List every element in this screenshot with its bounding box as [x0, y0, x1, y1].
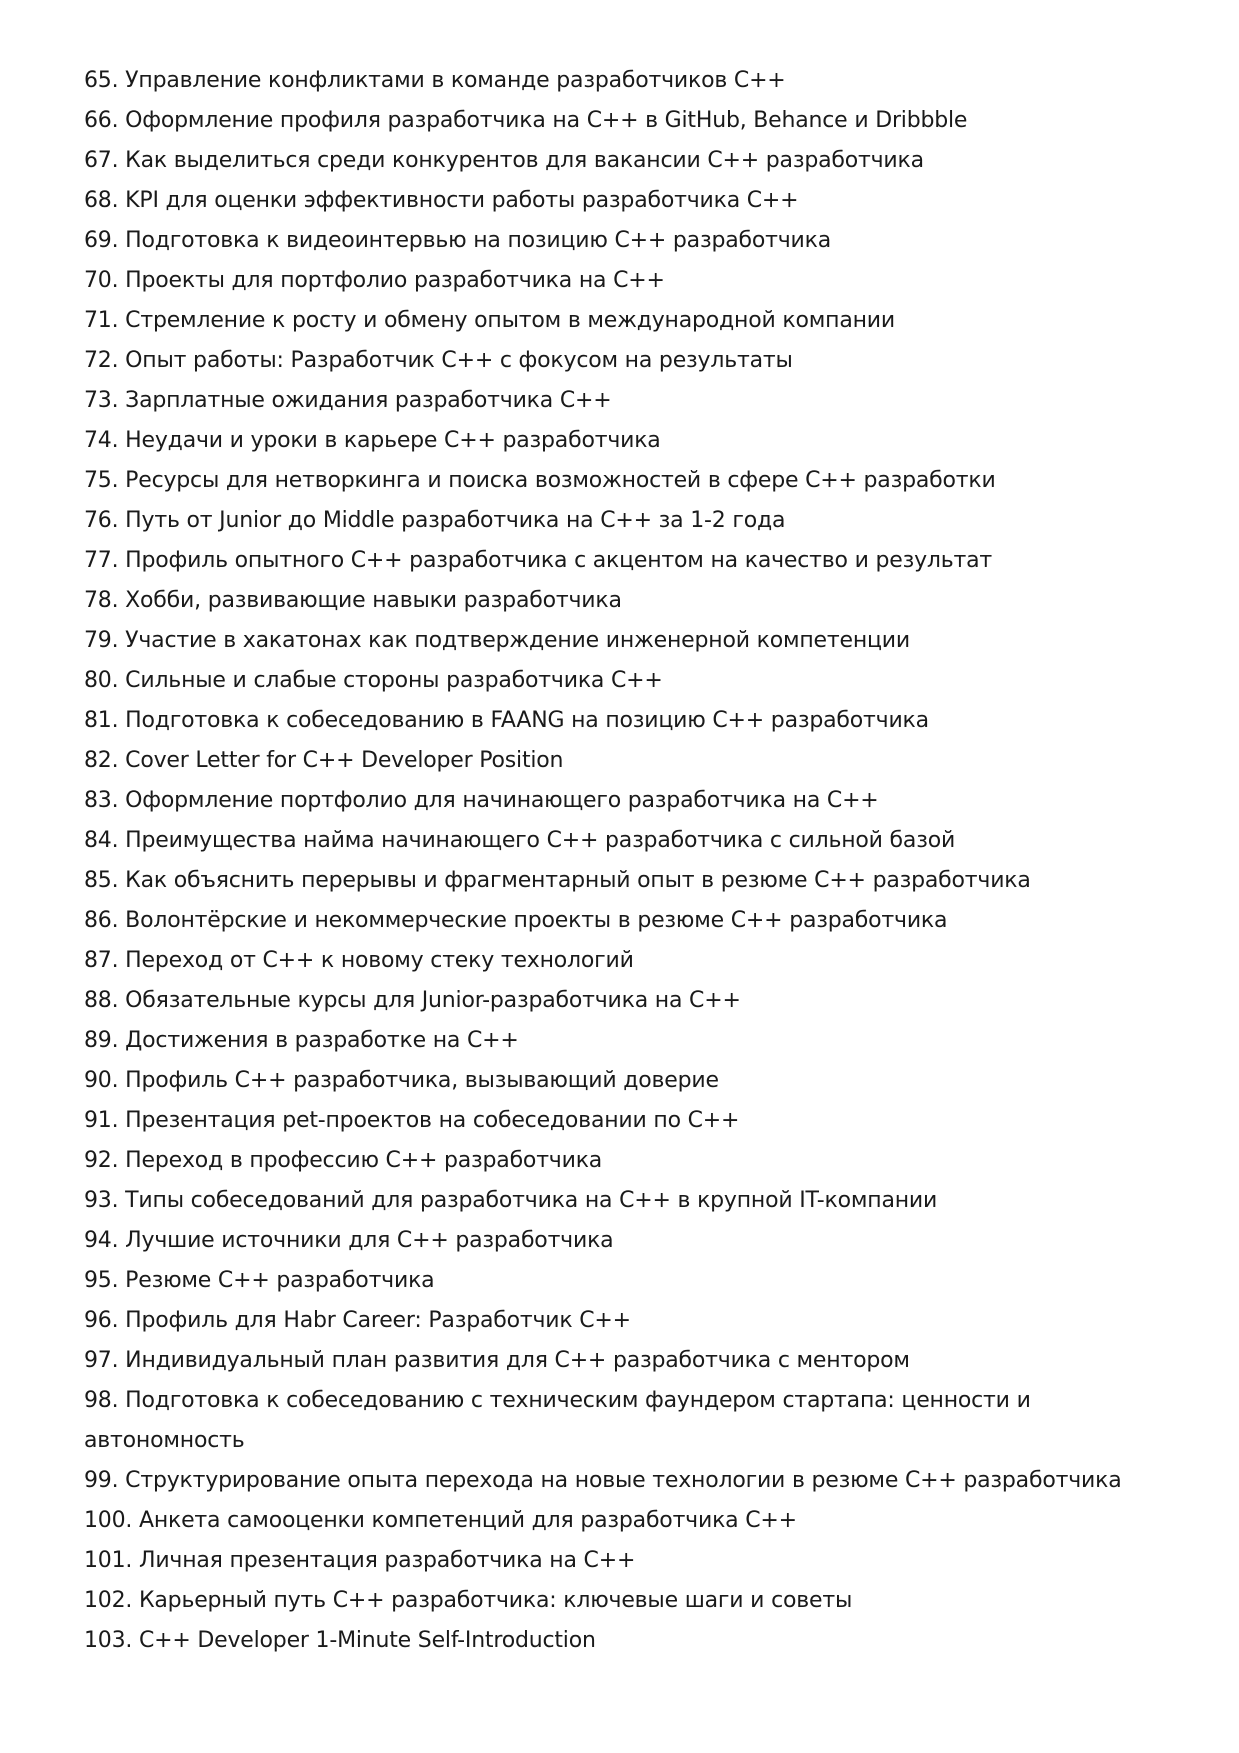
list-item: 83. Оформление портфолио для начинающего разработчика на C++ — [84, 788, 879, 813]
list-item: 71. Стремление к росту и обмену опытом в международной компании — [84, 308, 895, 333]
list-item: 88. Обязательные курсы для Junior-разработчика на C++ — [84, 988, 741, 1013]
list-item: 69. Подготовка к видеоинтервью на позицию C++ разработчика — [84, 228, 832, 253]
list-item: 78. Хобби, развивающие навыки разработчика — [84, 588, 622, 613]
list-item: 97. Индивидуальный план развития для C++ разработчика с ментором — [84, 1348, 910, 1373]
list-item: 87. Переход от C++ к новому стеку технологий — [84, 948, 634, 973]
list-item: 79. Участие в хакатонах как подтверждение инженерной компетенции — [84, 628, 910, 653]
list-item: 70. Проекты для портфолио разработчика на C++ — [84, 268, 665, 293]
list-item: 85. Как объяснить перерывы и фрагментарный опыт в резюме C++ разработчика — [84, 868, 1031, 893]
list-item: 96. Профиль для Habr Career: Разработчик C++ — [84, 1308, 631, 1333]
list-item: 93. Типы собеседований для разработчика на C++ в крупной IT-компании — [84, 1188, 938, 1213]
list-item: 75. Ресурсы для нетворкинга и поиска возможностей в сфере C++ разработки — [84, 468, 996, 493]
list-item: 101. Личная презентация разработчика на C++ — [84, 1548, 636, 1573]
list-item: 100. Анкета самооценки компетенций для разработчика C++ — [84, 1508, 797, 1533]
list-item: 91. Презентация pet-проектов на собеседовании по C++ — [84, 1108, 740, 1133]
list-item: 99. Структурирование опыта перехода на новые технологии в резюме C++ разработчика — [84, 1468, 1122, 1493]
list-item: 81. Подготовка к собеседованию в FAANG на позицию C++ разработчика — [84, 708, 929, 733]
list-item: 84. Преимущества найма начинающего C++ разработчика с сильной базой — [84, 828, 956, 853]
list-item: 89. Достижения в разработке на C++ — [84, 1028, 519, 1053]
list-item: 82. Cover Letter for C++ Developer Position — [84, 748, 564, 773]
list-item: 80. Сильные и слабые стороны разработчика C++ — [84, 668, 663, 693]
list-item: 90. Профиль C++ разработчика, вызывающий доверие — [84, 1068, 719, 1093]
list-item: 73. Зарплатные ожидания разработчика C++ — [84, 388, 612, 413]
list-item: 76. Путь от Junior до Middle разработчика на C++ за 1-2 года — [84, 508, 786, 533]
list-item: 103. C++ Developer 1-Minute Self-Introduction — [84, 1628, 596, 1653]
list-item: 94. Лучшие источники для C++ разработчика — [84, 1228, 614, 1253]
list-item: 74. Неудачи и уроки в карьере C++ разработчика — [84, 428, 661, 453]
list-item: 77. Профиль опытного C++ разработчика с акцентом на качество и результат — [84, 548, 993, 573]
list-item: 92. Переход в профессию C++ разработчика — [84, 1148, 603, 1173]
list-item: 66. Оформление профиля разработчика на C++ в GitHub, Behance и Dribbble — [84, 108, 968, 133]
list-item: 86. Волонтёрские и некоммерческие проекты в резюме C++ разработчика — [84, 908, 948, 933]
list-item: 95. Резюме C++ разработчика — [84, 1268, 435, 1293]
list-item: 72. Опыт работы: Разработчик C++ с фокусом на результаты — [84, 348, 793, 373]
list-item: 67. Как выделиться среди конкурентов для вакансии C++ разработчика — [84, 148, 924, 173]
list-item: 65. Управление конфликтами в команде разработчиков C++ — [84, 68, 786, 93]
list-item: 102. Карьерный путь C++ разработчика: ключевые шаги и советы — [84, 1588, 853, 1613]
list-item: 68. KPI для оценки эффективности работы разработчика C++ — [84, 188, 799, 213]
list-item: 98. Подготовка к собеседованию с техническим фаундером стартапа: ценности и автономность — [84, 1388, 1031, 1453]
topic-list — [84, 61, 1144, 1661]
